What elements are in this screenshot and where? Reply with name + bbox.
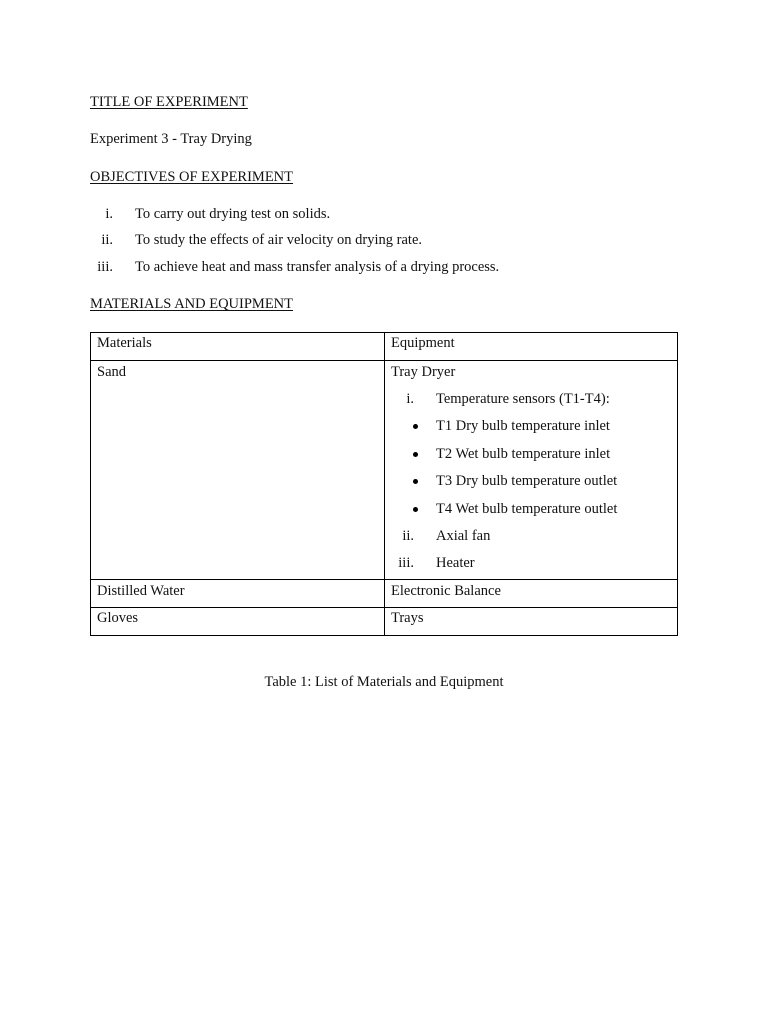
equipment-item-number: ii. [402,528,414,544]
bullet-icon [413,424,418,429]
bullet-icon [413,452,418,457]
bullet-icon [413,479,418,484]
sensor-item: T2 Wet bulb temperature inlet [436,446,611,462]
column-divider [384,333,385,635]
sensor-item: T1 Dry bulb temperature inlet [436,418,610,434]
equipment-cell: Electronic Balance [391,583,501,599]
objective-number: i. [105,206,113,222]
row-divider [91,360,677,361]
equipment-title: Tray Dryer [391,364,456,380]
objective-number: iii. [97,259,113,275]
objectives-heading: OBJECTIVES OF EXPERIMENT [90,169,294,185]
header-materials: Materials [97,335,152,351]
materials-heading: MATERIALS AND EQUIPMENT [90,296,293,312]
materials-equipment-table [90,332,678,636]
experiment-title: Experiment 3 - Tray Drying [90,131,252,147]
sensor-item: T4 Wet bulb temperature outlet [436,501,618,517]
equipment-item-number: iii. [398,555,414,571]
objective-number: ii. [101,232,113,248]
objective-text: To achieve heat and mass transfer analysis of a drying process. [135,259,500,275]
header-equipment: Equipment [391,335,455,351]
objective-text: To study the effects of air velocity on drying rate. [135,232,423,248]
sensor-item: T3 Dry bulb temperature outlet [436,473,618,489]
equipment-item-number: i. [406,391,414,407]
material-cell: Sand [97,364,126,380]
bullet-icon [413,507,418,512]
equipment-item-text: Heater [436,555,475,571]
row-divider [91,607,677,608]
material-cell: Distilled Water [97,583,185,599]
row-divider [91,579,677,580]
equipment-item-text: Axial fan [436,528,491,544]
title-heading: TITLE OF EXPERIMENT [90,94,248,110]
equipment-item-text: Temperature sensors (T1-T4): [436,391,610,407]
table-caption: Table 1: List of Materials and Equipment [264,674,504,690]
material-cell: Gloves [97,610,139,626]
equipment-cell: Trays [391,610,424,626]
objective-text: To carry out drying test on solids. [135,206,331,222]
